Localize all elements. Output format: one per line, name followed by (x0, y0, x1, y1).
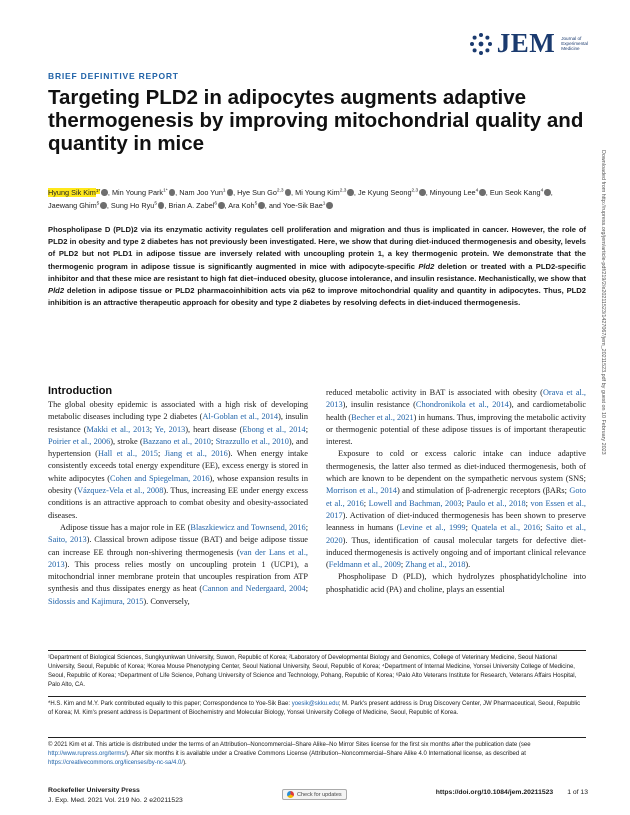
citation-link[interactable]: Al-Goblan et al., 2014 (202, 412, 279, 422)
affiliations-footnote: ¹Department of Biological Sciences, Sungkyunkwan University, Suwon, Republic of Korea; ²Laboratory of Developmental Biology and Genomics, College of Veterinary Medicine, Seoul National University, Seoul, Republic of Korea; ³Korea Mouse Phenotyping Center, Seoul National University, Seoul, Republic of Korea; ⁴Department of Internal Medicine, Yonsei University College of Medicine, Seoul, Republic of Korea; ⁵Department of Life Science, Pohang University of Science and Technology, Pohang, Republic of Korea; ⁶Palo Alto Veterans Institute for Research, Veterans Affairs Hospital, Palo Alto, CA. (48, 655, 577, 688)
citation-link[interactable]: Bazzano et al., 2010 (142, 436, 211, 446)
citation-link[interactable]: Morrison et al., 2014 (326, 486, 397, 496)
author-name-text: Brian A. Zabel (168, 201, 215, 210)
author-affiliation-sup: 1 (222, 188, 226, 194)
citation-link[interactable]: Cohen and Spiegelman, 2016 (110, 473, 210, 483)
citation-link[interactable]: Chondronikola et al., 2014 (415, 400, 509, 410)
author-name-text: Mi Young Kim (295, 188, 340, 197)
footnote-divider-2 (48, 696, 586, 697)
author-name[interactable] (295, 188, 354, 197)
author-name[interactable] (358, 188, 426, 197)
license-footnote: © 2021 Kim et al. This article is distributed under the terms of an Attribution–Noncommercial–Share Alike–No Mirror Sites license for the first six months after the publication date (see http://www.rupress.org/terms/). After six months it is available under a Creative Commons License (Attribution–Noncommercial–Share Alike 4.0 International license, as described at https://creativecommons.org/licenses/by-nc-sa/4.0/). (48, 742, 531, 766)
citation-link[interactable]: Blaszkiewicz and Townsend, 2016 (190, 522, 306, 532)
footer-publisher (48, 786, 183, 806)
orcid-icon[interactable] (285, 189, 292, 196)
crossmark-icon (287, 791, 294, 798)
author-name[interactable] (179, 188, 233, 197)
author-affiliation-sup: 5 (96, 201, 100, 207)
jem-dots-icon (469, 32, 493, 56)
intro-left-column (48, 385, 308, 608)
citation-link[interactable]: Goto et al., 2016 (326, 486, 586, 508)
orcid-icon[interactable] (101, 189, 108, 196)
author-list: Hyung Sik Kim$^{1*}$ , Min Young Park$^{1*}$ , Nam Joo Yun$^1$ , Hye Sun Go$^{2,3}$ , Mi Young Kim$^{2,3}$ , Je Kyung Seong$^{2,3}$ , Minyoung Lee$^4$ , Eun Seok Kang$^4$ , Jaewang Ghim$^5$ , Sung Ho Ryu$^5$ , Brian A. Zabel$^6$ , Ara Koh$^5$ , and Yoe-Sik Bae$^1$ (48, 188, 553, 210)
author-name[interactable] (48, 201, 107, 210)
citation-link[interactable]: Levine et al., 1999 (399, 523, 466, 533)
author-affiliation-sup: 5 (154, 201, 157, 207)
body-paragraph: Phospholipase D (PLD), which hydrolyzes phosphatidylcholine into phosphatidic acid (PA) and choline, plays an essential (326, 572, 586, 594)
body-paragraph: reduced metabolic activity in BAT is associated with obesity (Orava et al., 2013), insulin resistance (Chondronikola et al., 2014), and cardiometabolic health (Becher et al., 2021) in humans. Thus, improving the metabolic activity or thermogenic potential of these adipose tissues is of important therapeutic interest. (326, 388, 587, 447)
orcid-icon[interactable] (158, 202, 165, 209)
orcid-icon[interactable] (218, 202, 225, 209)
author-name[interactable] (48, 188, 108, 197)
author-name-text: Sung Ho Ryu (110, 201, 155, 210)
citation-link[interactable]: Cannon and Nedergaard, 2004 (202, 584, 306, 594)
author-affiliation-sup: 4 (540, 188, 544, 194)
author-name[interactable] (237, 188, 291, 197)
author-affiliation-sup: 4 (475, 188, 479, 194)
intro-heading: Introduction (48, 385, 113, 397)
terms-link[interactable]: http://www.rupress.org/terms/ (48, 751, 127, 757)
author-name-text: Hye Sun Go (237, 188, 277, 197)
author-name[interactable] (228, 201, 265, 210)
author-name[interactable] (111, 201, 165, 210)
author-name-text: Je Kyung Seong (357, 188, 412, 197)
citation-link[interactable]: Orava et al., 2013 (326, 388, 586, 410)
citation-link[interactable]: Vázquez-Vela et al., 2008 (77, 486, 164, 496)
citation-link[interactable]: Hall et al., 2015 (97, 449, 158, 459)
citation-link[interactable]: Paulo et al., 2018 (466, 498, 526, 508)
citation-link[interactable]: Feldmann et al., 2009 (328, 560, 401, 570)
citation-link[interactable]: Makki et al., 2013 (86, 424, 150, 434)
footer-doi-page (436, 789, 588, 796)
orcid-icon[interactable] (544, 189, 551, 196)
orcid-icon[interactable] (326, 202, 333, 209)
orcid-icon[interactable] (347, 189, 354, 196)
citation-link[interactable]: Saito, 2013 (48, 535, 87, 545)
author-name[interactable] (490, 188, 551, 197)
citation-link[interactable]: Poirier et al., 2006 (48, 436, 111, 446)
author-affiliation-sup: 1* (95, 188, 101, 194)
doi-link[interactable]: https://doi.org/10.1084/jem.20211523 (435, 789, 554, 796)
orcid-icon[interactable] (479, 189, 486, 196)
footnote-divider (48, 650, 586, 651)
download-watermark: Downloaded from http://rupress.org/jem/article-pdf/219/2/e20211523/1427067/jem_20211523.pdf by guest on 10 February 2023 (600, 150, 606, 455)
author-affiliation-sup: 5 (254, 201, 258, 207)
citation-link[interactable]: Ye, 2013 (154, 424, 186, 434)
check-for-updates-label: Check for updates (297, 791, 342, 798)
author-name-text: Minyoung Lee (429, 188, 476, 197)
abstract: Phospholipase D (PLD)2 via its enzymatic activity regulates cell proliferation and migration and thus is implicated in cancer. However, the role of PLD2 in obesity and type 2 diabetes has not previously been investigated. Here, we show that during diet-induced thermogenesis and obesity, levels of PLD2 but not PLD1 in adipose tissue are inversely related with uncoupling protein 1, a key thermogenic protein. We demonstrate that the thermogenic program in adipose tissue is significantly augmented in mice with adipocyte-specific Pld2 deletion or treated with a PLD2-specific inhibitor and that these mice are resistant to high fat diet–induced obesity, glucose intolerance, and insulin resistance. Mechanistically, we show that Pld2 deletion in adipose tissue or PLD2 pharmacoinhibition acts via p62 to improve mitochondrial quality and quantity in adipocytes. Thus, PLD2 inhibition is an attractive therapeutic approach for obesity and type 2 diabetes by resolving defects in diet-induced thermogenesis. (48, 225, 586, 308)
author-name-text: Nam Joo Yun (179, 188, 223, 197)
citation-link[interactable]: Saito et al., 2020 (326, 523, 586, 545)
footnote-divider-3 (48, 737, 586, 738)
author-affiliation-sup: 2,3 (339, 188, 347, 194)
author-name-text: Hyung Sik Kim (48, 188, 96, 197)
author-name-text: Eun Seok Kang (489, 188, 541, 197)
journal-logo-subtitle: Journal of Experimental Medicine (561, 35, 588, 52)
author-name-text: Ara Koh (228, 201, 255, 210)
author-name-text: Yoe-Sik Bae (282, 201, 323, 210)
author-affiliation-sup: 1 (322, 201, 326, 207)
author-name[interactable] (169, 201, 225, 210)
citation-link[interactable]: von Essen et al., 2017 (326, 498, 586, 520)
journal-citation: J. Exp. Med. 2021 Vol. 219 No. 2 e20211523 (48, 797, 183, 804)
author-affiliation-sup: 2,3 (411, 188, 419, 194)
citation-link[interactable]: Lowell and Bachman, 2003 (368, 498, 462, 508)
orcid-icon[interactable] (258, 202, 265, 209)
author-name[interactable] (112, 188, 175, 197)
journal-logo (469, 30, 588, 57)
citation-link[interactable]: Strazzullo et al., 2010 (215, 436, 289, 446)
author-name[interactable] (430, 188, 486, 197)
citation-link[interactable]: Ebong et al., 2014 (242, 424, 306, 434)
citation-link[interactable]: Quatela et al., 2016 (471, 523, 541, 533)
body-paragraph: Exposure to cold or excess caloric intake can induce adaptive thermogenesis, the latter also termed as diet-induced thermogenesis, both of which are known to be dependent on the sympathetic nervous system (SNS; Morrison et al., 2014) and stimulation of β-adrenergic receptors (βARs; Goto et al., 2016; Lowell and Bachman, 2003; Paulo et al., 2018; von Essen et al., 2017). Activation of diet-induced thermogenesis has been shown to preserve leanness in humans (Levine et al., 1999; Quatela et al., 2016; Saito et al., 2020). Thus, identification of causal molecular targets for defective diet-induced thermogenesis is actively ongoing and of important clinical relevance (Feldmann et al., 2009; Zhang et al., 2018). (326, 449, 586, 570)
correspondence-footnote: *H.S. Kim and M.Y. Park contributed equally to this paper; Correspondence to Yoe-Sik Bae: yoesik@skku.edu; M. Park's present address is Drug Discovery Center, JW Pharmaceutical, Seoul, Republic of Korea; M. Kim's present address is Department of Biochemistry and Molecular Biology, Yonsei University College of Medicine, Seoul, Republic of Korea. (48, 701, 581, 716)
publisher-name: Rockefeller University Press (48, 787, 140, 794)
body-paragraph: The global obesity epidemic is associated with a high risk of developing metabolic diseases including type 2 diabetes (Al-Goblan et al., 2014), insulin resistance (Makki et al., 2013; Ye, 2013), heart disease (Ebong et al., 2014; Poirier et al., 2006), stroke (Bazzano et al., 2010; Strazzullo et al., 2010), and hypertension (Hall et al., 2015; Jiang et al., 2016). When energy intake consistently exceeds total energy expenditure (EE), excess energy is stored in white adipocytes (Cohen and Spiegelman, 2016), whose expansion results in obesity (Vázquez-Vela et al., 2008). Thus, increasing EE under energy excess conditions is an attractive approach to combat obesity and obesity-associated diseases. (48, 400, 309, 520)
orcid-icon[interactable] (227, 189, 234, 196)
author-affiliation-sup: 2,3 (276, 188, 284, 194)
intro-right-column (326, 387, 586, 596)
author-name-text: Min Young Park (111, 188, 164, 197)
citation-link[interactable]: Zhang et al., 2018 (405, 560, 466, 570)
email-link[interactable]: yoesik@skku.edu (291, 701, 339, 707)
article-title: Targeting PLD2 in adipocytes augments adaptive thermogenesis by improving mitochondrial quality and quantity in mice (48, 86, 584, 155)
author-name[interactable] (283, 201, 333, 210)
orcid-icon[interactable] (100, 202, 107, 209)
journal-logo-text: JEM (496, 28, 556, 58)
citation-link[interactable]: Sidossis and Kajimura, 2015 (48, 596, 144, 606)
orcid-icon[interactable] (419, 189, 426, 196)
author-name-text: Jaewang Ghim (48, 201, 97, 210)
citation-link[interactable]: van der Lans et al., 2013 (48, 547, 309, 569)
citation-link[interactable]: Becher et al., 2021 (351, 412, 414, 422)
page-number: 1 of 13 (567, 789, 588, 796)
author-affiliation-sup: 6 (214, 201, 218, 207)
author-affiliation-sup: 1* (163, 188, 168, 194)
article-type: BRIEF DEFINITIVE REPORT (48, 71, 179, 81)
cc-license-link[interactable]: https://creativecommons.org/licenses/by-nc-sa/4.0/ (48, 760, 184, 766)
body-paragraph: Adipose tissue has a major role in EE (Blaszkiewicz and Townsend, 2016; Saito, 2013). Classical brown adipose tissue (BAT) and beige adipose tissue can increase EE through non-shivering thermogenesis (van der Lans et al., 2013). This process relies mostly on uncoupling protein 1 (UCP1), a mitochondrial inner membrane protein that uncouples respiration from ATP synthesis and thus dissipates energy as heat (Cannon and Nedergaard, 2004; Sidossis and Kajimura, 2015). Conversely, (48, 522, 309, 606)
citation-link[interactable]: Jiang et al., 2016 (164, 449, 228, 459)
check-for-updates-button[interactable] (282, 789, 347, 800)
orcid-icon[interactable] (169, 189, 176, 196)
